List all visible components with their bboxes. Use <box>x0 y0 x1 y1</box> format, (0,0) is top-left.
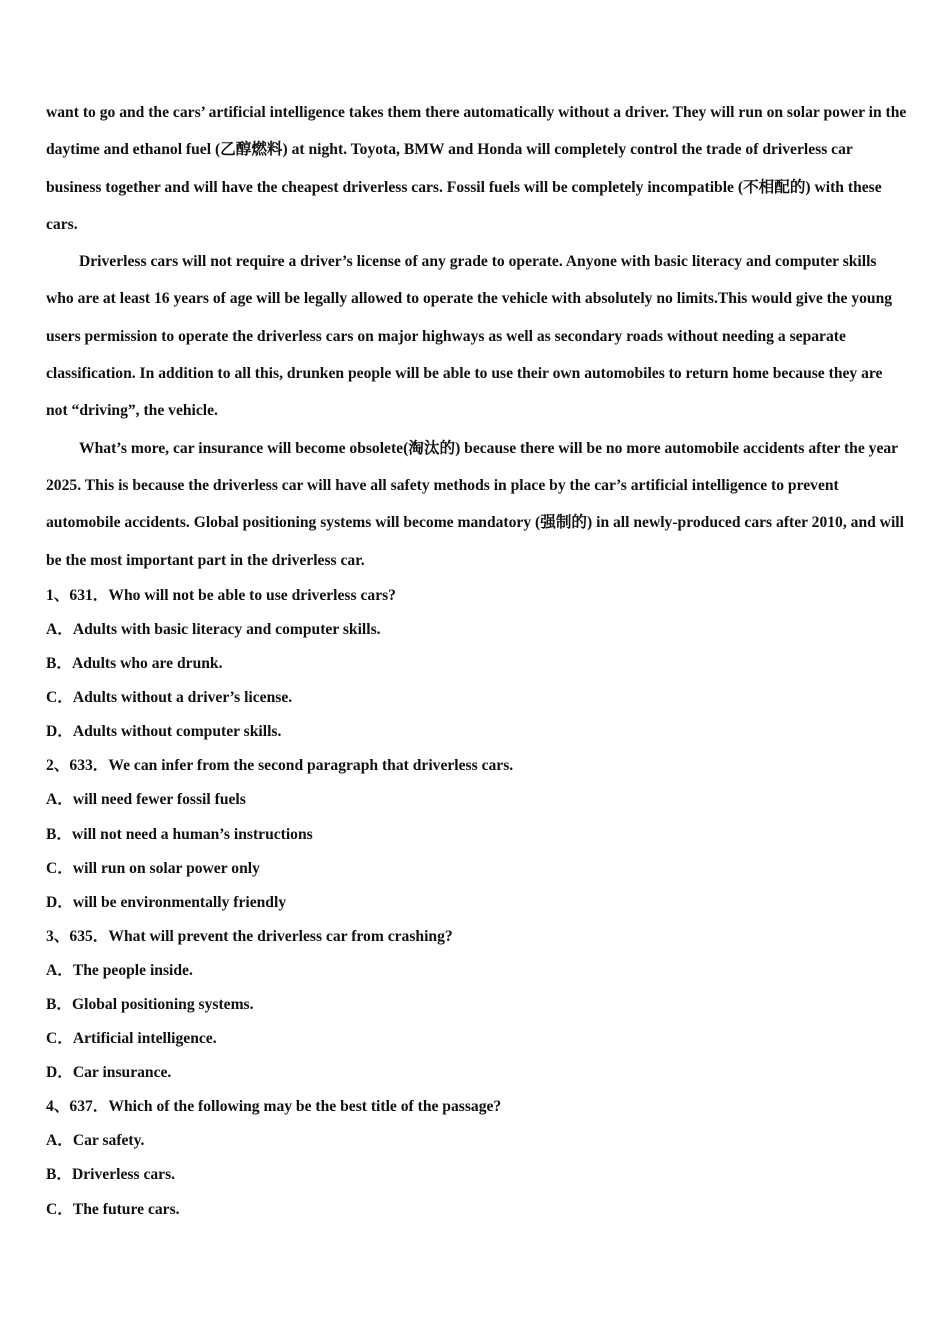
passage-paragraph-1: want to go and the cars’ artificial intelligence takes them there automatically without a driver. They will run on solar power in the daytime and ethanol fuel (乙醇燃料) at night. Toyota, BMW and Honda will completely control the trade of driverless car business together and will have the cheapest driverless cars. Fossil fuels will be completely incompatible (不相配的) with these cars. <box>46 104 907 233</box>
answer-option-c: C．Adults without a driver’s license. <box>46 689 293 707</box>
answer-option-c: C．will run on solar power only <box>46 859 260 877</box>
answer-option-d: D．will be environmentally friendly <box>46 893 287 911</box>
answer-option-d: D．Car insurance. <box>46 1064 172 1082</box>
answer-option-d: D．Adults without computer skills. <box>46 723 282 741</box>
answer-option-b: B．Global positioning systems. <box>46 995 254 1013</box>
question-2 <box>46 749 908 919</box>
question-stem: 1、631．Who will not be able to use driverless cars? <box>46 586 396 604</box>
question-stem: 2、633．We can infer from the second paragraph that driverless cars. <box>46 757 514 775</box>
answer-option-a: A．Car safety. <box>46 1132 145 1150</box>
question-4 <box>46 1090 908 1226</box>
question-3 <box>46 920 908 1090</box>
answer-option-b: B．will not need a human’s instructions <box>46 825 313 843</box>
question-stem: 4、637．Which of the following may be the best title of the passage? <box>46 1098 502 1116</box>
answer-option-a: A．will need fewer fossil fuels <box>46 791 246 809</box>
answer-option-b: B．Adults who are drunk. <box>46 655 223 673</box>
document-page <box>46 94 908 1227</box>
answer-option-c: C．The future cars. <box>46 1200 180 1218</box>
answer-option-a: A．Adults with basic literacy and computer skills. <box>46 620 381 638</box>
passage-paragraph-3: What’s more, car insurance will become obsolete(淘汰的) because there will be no more automobile accidents after the year 2025. This is because the driverless car will have all safety methods in place by the car’s artificial intelligence to prevent automobile accidents. Global positioning systems will become mandatory (强制的) in all newly-produced cars after 2010, and will be the most important part in the driverless car. <box>46 439 904 569</box>
passage-paragraph-2: Driverless cars will not require a driver’s license of any grade to operate. Anyone with basic literacy and computer skills who are at least 16 years of age will be legally allowed to operate the vehicle with absolutely no limits.This would give the young users permission to operate the driverless cars on major highways as well as secondary roads without needing a separate classification. In addition to all this, drunken people will be able to use their own automobiles to return home because they are not “driving”, the vehicle. <box>46 253 893 420</box>
question-stem: 3、635．What will prevent the driverless car from crashing? <box>46 927 453 945</box>
answer-option-c: C．Artificial intelligence. <box>46 1030 217 1048</box>
answer-option-a: A．The people inside. <box>46 961 193 979</box>
answer-option-b: B．Driverless cars. <box>46 1166 176 1184</box>
question-1 <box>46 579 908 749</box>
